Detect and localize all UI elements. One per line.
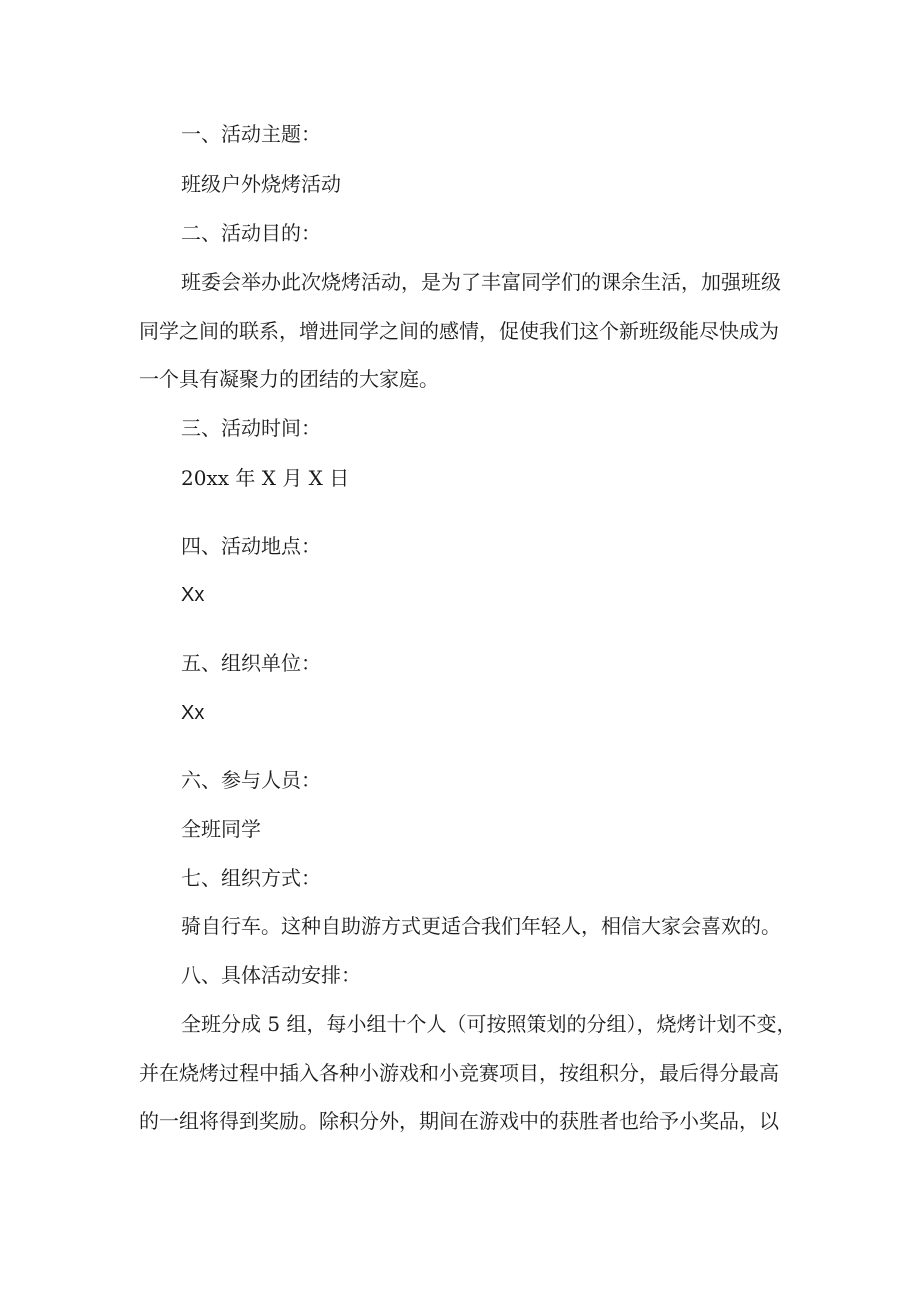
theme-text: 班级户外烧烤活动 xyxy=(181,172,341,196)
location-text: Xx xyxy=(181,584,205,606)
purpose-line-1: 班委会举办此次烧烤活动，是为了丰富同学们的课余生活，加强班级 xyxy=(181,270,781,294)
heading-method: 七、组织方式： xyxy=(181,866,321,890)
heading-arrangement: 八、具体活动安排： xyxy=(181,963,361,987)
heading-organizer: 五、组织单位： xyxy=(181,651,321,675)
heading-location: 四、活动地点： xyxy=(181,534,321,558)
date-text: 20xx 年 X 月 X 日 xyxy=(181,466,350,490)
heading-participants: 六、参与人员： xyxy=(181,768,321,792)
method-text: 骑自行车。这种自助游方式更适合我们年轻人，相信大家会喜欢的。 xyxy=(181,914,781,938)
arrangement-line-3: 的一组将得到奖励。除积分外，期间在游戏中的获胜者也给予小奖品，以 xyxy=(139,1109,779,1133)
purpose-line-2: 同学之间的联系，增进同学之间的感情，促使我们这个新班级能尽快成为 xyxy=(139,319,779,343)
purpose-line-3: 一个具有凝聚力的团结的大家庭。 xyxy=(139,367,439,391)
arrangement-line-1: 全班分成 5 组，每小组十个人（可按照策划的分组），烧烤计划不变， xyxy=(181,1012,797,1036)
heading-purpose: 二、活动目的： xyxy=(181,221,321,245)
heading-time: 三、活动时间： xyxy=(181,416,321,440)
organizer-text: Xx xyxy=(181,702,205,724)
participants-text: 全班同学 xyxy=(181,817,261,841)
arrangement-line-2: 并在烧烤过程中插入各种小游戏和小竞赛项目，按组积分，最后得分最高 xyxy=(139,1061,779,1085)
heading-theme: 一、活动主题： xyxy=(181,122,321,146)
